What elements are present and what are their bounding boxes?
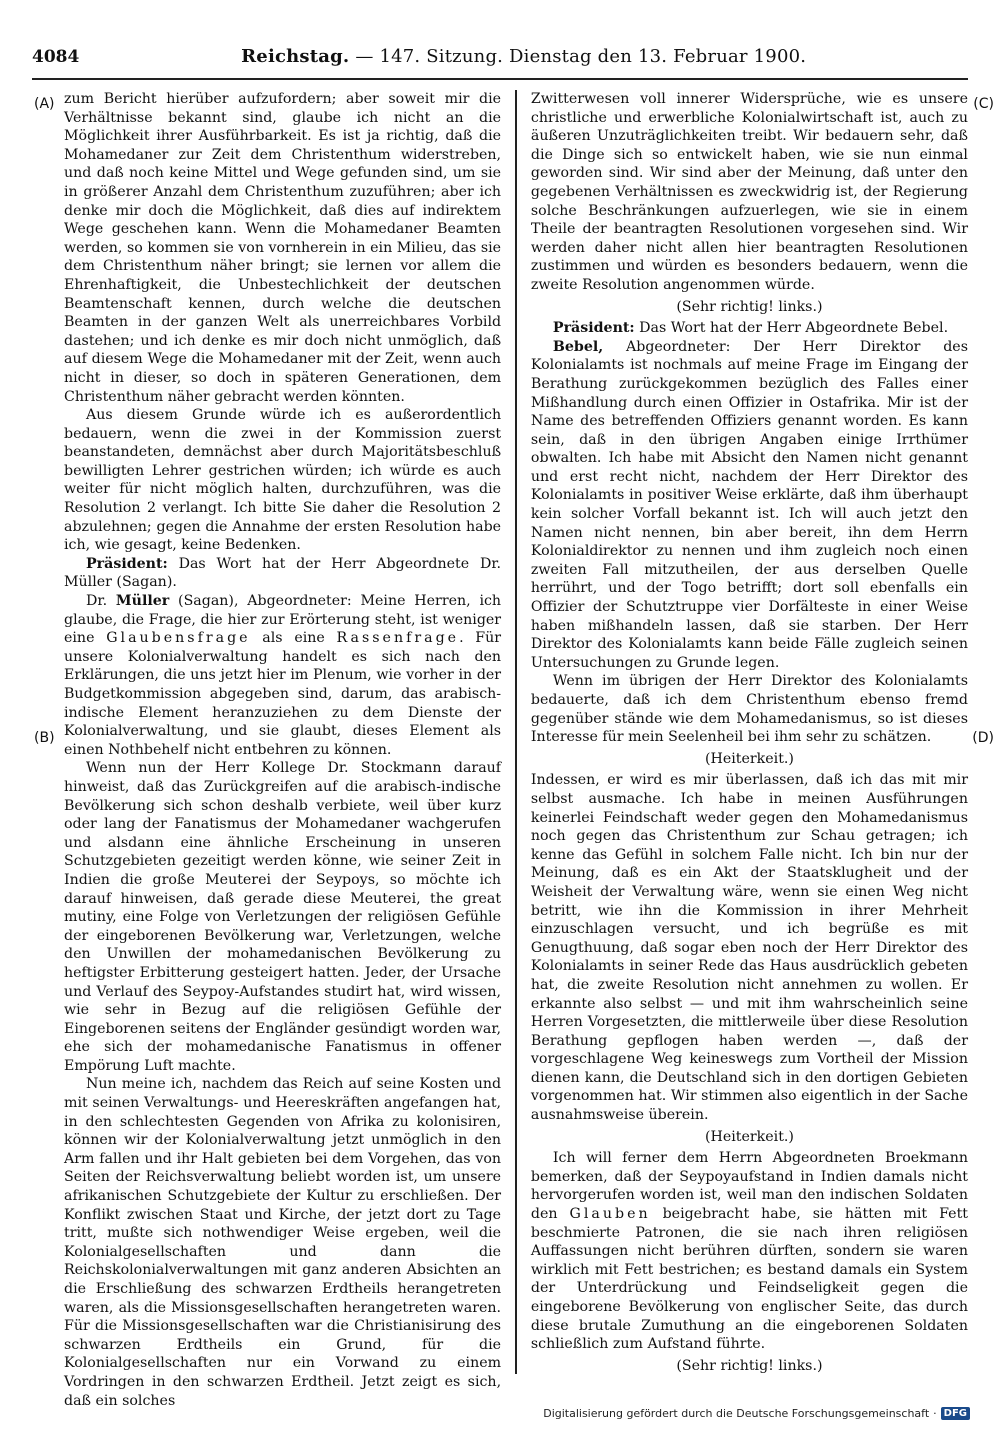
paragraph: Wenn nun der Herr Kollege Dr. Stockmann darauf hinweist, daß das Zurückgreifen auf die arabisch-indische Bevölkerung sich schon deshalb verbiete, weil über kurz oder lang der Fanatismus der Mohamedaner wachgerufen und alsdann eine ähnliche Erscheinung in unseren Schutzgebieten gezeitigt werden könne, wie seiner Zeit in Indien die große Meuterei der Seypoys, so möchte ich darauf hinweisen, daß gerade diese Meuterei, the great mutiny, eine Folge von Verletzungen der religiösen Gefühle der eingeborenen Bevölkerung war, Verletzungen, welche den Unwillen der mohamedanischen Bevölkerung zu heftigster Erbitterung gesteigert hatten. Jeder, der Ursache und Verlauf des Seypoy-Aufstandes studirt hat, wird wissen, wie sehr in Bezug auf die religiösen Gefühle der Eingeborenen seitens der Engländer gesündigt worden war, ehe sich der mohamedanische Fanatismus in offener Empörung Luft machte. xyxy=(64,760,502,1074)
running-title xyxy=(79,46,968,67)
interjection: (Heiterkeit.) xyxy=(704,1128,794,1145)
paragraph-text: Ich will ferner dem Herrn Abgeordneten Broekmann bemerken, daß der Seypoyaufstand in Indien damals nicht hervorgerufen worden ist, weil man den indischen Soldaten den xyxy=(530,1150,968,1223)
emphasized-term: Rassenfrage xyxy=(336,630,460,647)
speaker-name: Bebel, xyxy=(552,338,604,355)
margin-label-d: (D) xyxy=(972,730,994,746)
dfg-logo-icon: DFG xyxy=(941,1407,970,1420)
paragraph-president xyxy=(64,555,501,592)
paragraph-text: Abgeordneter: Der Herr Direktor des Kolonialamts ist nochmals auf meine Frage im Eingang der Berathung zurückgekommen bezüglich des Falles einer Mißhandlung durch einen Offizier in Ostafrika. Mir ist der Name des betreffenden Offiziers genannt worden. Es kann sein, daß in den übrigen Angaben einige Irrthümer obwalten. Ich habe mit Absicht den Namen nicht genannt und erst recht nicht, nachdem der Herr Direktor des Kolonialamts in positiver Weise erklärte, daß ihm überhaupt kein solcher Vorfall bekannt ist. Ich will auch jetzt den Namen nicht nennen, bin aber bereit, ihn dem Herrn Kolonialdirektor zu nennen und ihm zugleich noch einen zweiten Fall mitzutheilen, der aus derselben Quelle herrührt, und der Togo betrifft; dort soll ebenfalls ein Offizier der Schutztruppe vier Dorfälteste in einer Weise haben mißhandeln lassen, daß sie starben. Der Herr Direktor des Kolonialamts kann beide Fälle zugleich seinen Untersuchungen zu Grunde legen. xyxy=(530,338,968,671)
margin-label-c: (C) xyxy=(973,96,994,112)
paragraph-broekmann xyxy=(531,1149,968,1354)
interjection: (Sehr richtig! links.) xyxy=(676,298,823,315)
emphasized-term: Glauben xyxy=(569,1206,651,1223)
paragraph-text: (Sagan), Abgeordneter: Meine Herren, ich glaube, die Frage, die hier zur Erörterung steht, ist weniger eine xyxy=(64,593,502,647)
margin-label-a: (A) xyxy=(34,96,55,112)
running-title-reichstag: Reichstag. xyxy=(241,46,350,67)
paragraph-text: Das Wort hat der Herr Abgeordnete Bebel. xyxy=(634,320,949,337)
paragraph: Aus diesem Grunde würde ich es außerordentlich bedauern, wenn die zwei in der Kommission zuerst beanstandeten, demnächst aber durch Majoritätsbeschluß bewilligten Lehrer gestrichen würden; ich würde es auch weiter für nicht möglich halten, durchzuführen, was die Resolution 2 verlangt. Ich bitte Sie daher die Resolution 2 abzulehnen; gegen die Annahme der ersten Resolution habe ich, wie gesagt, keine Bedenken. xyxy=(64,407,502,554)
paragraph-president xyxy=(531,319,968,338)
page-number: 4084 xyxy=(32,47,80,67)
column-divider xyxy=(515,90,517,1374)
title-prefix: Dr. xyxy=(86,593,116,610)
page-header xyxy=(32,46,968,80)
emphasized-term: Glaubensfrage xyxy=(106,630,251,647)
paragraph-text: als eine xyxy=(250,630,337,647)
paragraph-text: beigebracht habe, sie hätten mit Fett beschmierte Patronen, die sie nach ihren religiösen Auffassungen nicht berühren dürften, sondern sie waren wirklich mit Fett bestrichen; es bestand damals ein System der Unterdrückung und Feindseligkeit gegen die eingeborene Bevölkerung von englischer Seite, das durch diese brutale Zumuthung an die eingeborenen Soldaten schließlich zum Aufstand führte. xyxy=(530,1206,968,1353)
bullet-separator: · xyxy=(933,1407,937,1420)
speaker-name: Präsident: xyxy=(552,320,635,337)
text-columns xyxy=(32,90,968,1409)
interjection: (Heiterkeit.) xyxy=(704,750,794,767)
right-column xyxy=(521,90,968,1374)
running-title-session: — 147. Sitzung. Dienstag den 13. Februar 1900. xyxy=(349,46,807,67)
speaker-name: Präsident: xyxy=(86,555,168,572)
credit-text: Digitalisierung gefördert durch die Deutsche Forschungsgemeinschaft xyxy=(543,1407,930,1420)
digitization-credit xyxy=(543,1407,970,1420)
paragraph: zum Bericht hierüber aufzufordern; aber soweit mir die Verhältnisse bekannt sind, glaube ich nicht an die Möglichkeit ihrer Ausführbarkeit. Es ist ja richtig, daß die Mohamedaner zur Zeit dem Christenthum widerstreben, und daß noch keine Mittel und Wege gefunden sind, um sie in größerer Anzahl dem Christenthum zuzuführen; aber ich denke mir doch die Möglichkeit, daß dies auf indirektem Wege geschehen kann. Wenn die Mohamedaner Beamten werden, so kommen sie von vornherein in ein Milieu, das sie dem Christenthum näher bringt; sie lernen vor allem die Ehrenhaftigkeit, die Unbestechlichkeit der deutschen Beamtenschaft kennen, durch welche die deutschen Beamten in der ganzen Welt als unerreichbares Vorbild dastehen; und ich denke es mir doch nicht unmöglich, daß auf diesem Wege die Mohamedaner mit der Zeit, wenn auch nicht in dieser, so doch in späteren Generationen, dem Christenthum näher gebracht werden könnten. xyxy=(64,91,502,405)
speaker-name: Müller xyxy=(115,593,170,610)
paragraph: Wenn im übrigen der Herr Direktor des Kolonialamts bedauerte, daß ich dem Christenthum ebenso fremd gegenüber stände wie dem Mohamedanismus, so ist dieses Interesse für mein Seelenheil bei ihm sehr zu schätzen. xyxy=(530,673,968,746)
paragraph: Indessen, er wird es mir überlassen, daß ich das mit mir selbst ausmache. Ich habe in meinen Ausführungen keinerlei Feindschaft weder gegen den Mohamedanismus noch gegen das Christenthum zur Schau getragen; ich kenne das Gefühl in solchem Falle nicht. Ich bin nur der Meinung, daß es ein Akt der Staatsklugheit und der Weisheit der Verwaltung wäre, wenn sie einen Weg nicht betritt, wie ihn die Kommission in ihrer Mehrheit einzuschlagen versucht, und ich begrüße es mit Genugthuung, daß sogar eben noch der Herr Direktor des Kolonialamts in seiner Rede das Haus ausdrücklich gebeten hat, die zweite Resolution nicht annehmen zu wollen. Er erkannte also selbst — und mit ihm wahrscheinlich seine Herren Vorgesetzten, die mittlerweile über diese Resolution Berathung gepflogen haben werden —, daß der vorgeschlagene Weg keineswegs zum Vortheil der Mission dienen kann, die Deutschland sich in den dortigen Gebieten vorgenommen hat. Wir stimmen also eigentlich in der Sache ausnahmsweise überein. xyxy=(530,772,968,1124)
paragraph: Zwitterwesen voll innerer Widersprüche, wie es unsere christliche und erwerbliche Kolonialwirtschaft ist, auch zu äußeren Unzuträglichkeiten treibt. Wir bedauern sehr, daß die Dinge sich so entwickelt haben, wie sie nun einmal geworden sind. Wir sind aber der Meinung, daß unter den gegebenen Verhältnissen es zweckwidrig ist, der Regierung solche Beschränkungen aufzuerlegen, wie sie in einem Theile der beantragten Resolutionen vorgesehen sind. Wir werden daher nicht allen hier beantragten Resolutionen zustimmen und würden es besonders bedauern, wenn die zweite Resolution angenommen würde. xyxy=(530,91,968,293)
margin-label-b: (B) xyxy=(34,730,55,746)
paragraph: Nun meine ich, nachdem das Reich auf seine Kosten und mit seinen Verwaltungs- und Heereskräften angefangen hat, in den schlechtesten Gegenden von Afrika zu kolonisiren, können wir der Kolonialverwaltung jetzt unmöglich in den Arm fallen und ihr Halt gebieten bei dem Vorgehen, das von Seiten der Reichsverwaltung beliebt worden ist, um unsere afrikanischen Schutzgebiete der Kultur zu erschließen. Der Konflikt zwischen Staat und Kirche, der jetzt dort zu Tage tritt, mußte sich nothwendiger Weise ergeben, weil die Kolonialgesellschaften und dann die Reichskolonialverwaltungen mit ganz anderen Absichten an die Erschließung des schwarzen Erdtheils herangetreten waren, als die Missionsgesellschaften herangetreten waren. Für die Missionsgesellschaften war die Christianisirung des schwarzen Erdtheils ein Grund, für die Kolonialgesellschaften nur ein Vorwand zu einem Vordringen in den schwarzen Erdtheil. Jetzt zeigt es sich, daß ein solches xyxy=(64,1076,502,1409)
interjection: (Sehr richtig! links.) xyxy=(676,1357,823,1374)
paragraph-bebel xyxy=(531,338,968,673)
paragraph-text: . Für unsere Kolonialverwaltung handelt es sich nach den Erklärungen, die uns jetzt hier im Plenum, wie vorher in der Budgetkommission abgegeben sind, darum, das arabisch-indische Element heranzuziehen zu dem Dienste der Kolonialverwaltung, und sie glaubt, dieses Element als einen Nothbehelf nicht entbehren zu können. xyxy=(64,630,502,758)
paragraph-mueller xyxy=(64,592,501,759)
left-column xyxy=(64,90,511,1409)
paragraph-text: Das Wort hat der Herr Abgeordnete Dr. Müller (Sagan). xyxy=(64,555,502,591)
